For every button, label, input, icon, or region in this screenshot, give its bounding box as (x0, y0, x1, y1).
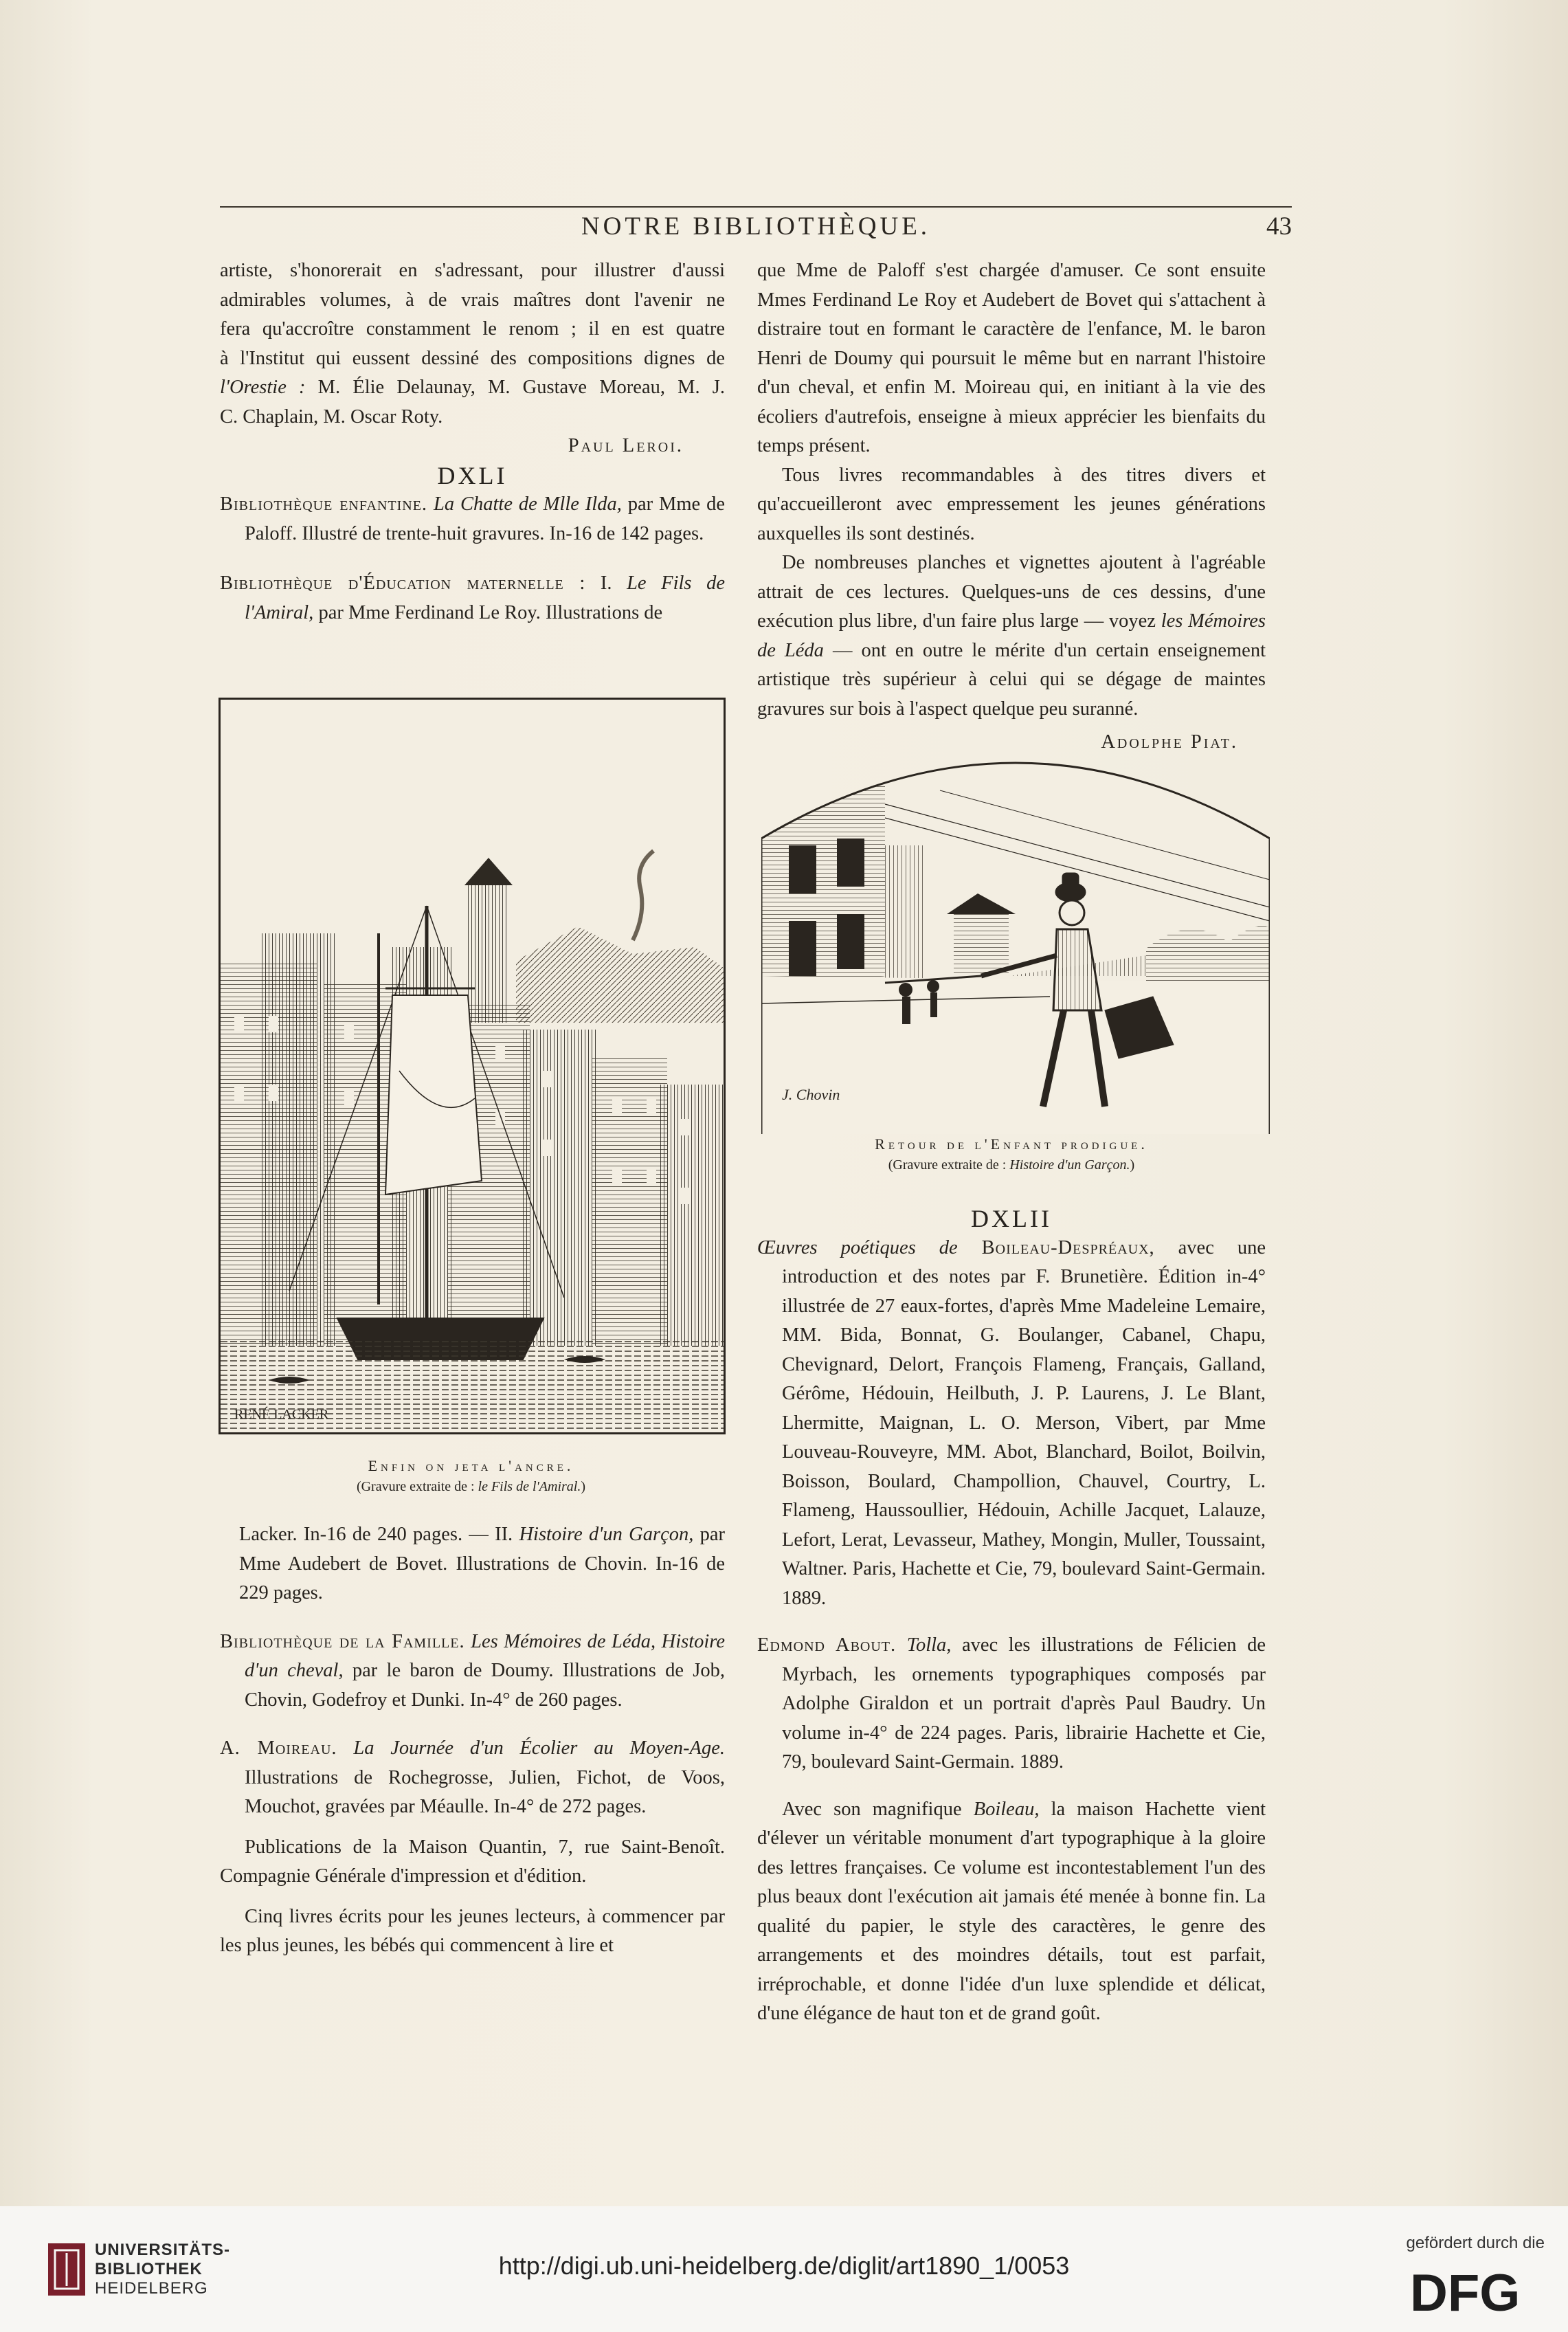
intro-line: l'Orestie : M. Élie Delaunay, M. Gustave Moreau, M. J. (220, 377, 725, 398)
digitization-footer (0, 2206, 1568, 2332)
caption-title: Retour de l'Enfant prodigue. (875, 1135, 1148, 1153)
bibliography-entry: Bibliothèque enfantine. La Chatte de Mlle Ilda, par Mme de Paloff. Illustré de trente-huit gravures. In-16 de 142 pages. (220, 493, 725, 544)
section-heading-dxli: DXLI (437, 461, 508, 489)
paragraph: que Mme de Paloff s'est chargée d'amuser. Ce sont ensuite Mmes Ferdinand Le Roy et Audebert de Bovet qui s'attachent à distraire tout en formant le caractère de l'enfance, M. le baron Henri de Doumy qui poursuit le même but en narrant l'histoire d'un cheval, et enfin M. Moireau qui, en initiant à la vie des écoliers d'autrefois, enseigne à mieux apprécier les bienfaits du temps présent. (757, 260, 1266, 456)
section-heading-dxlii: DXLII (971, 1205, 1052, 1232)
intro-line: à l'Institut qui eussent dessiné des compositions dignes de (220, 347, 725, 369)
left-column-bottom (220, 1520, 725, 1961)
closing-paragraph: Cinq livres écrits pour les jeunes lecteurs, à commencer par les plus jeunes, les bébés qui commencent à lire et (220, 1905, 725, 1956)
figure-caption-right (757, 1135, 1266, 1173)
bibliography-entry: Bibliothèque de la Famille. Les Mémoires de Léda, Histoire d'un cheval, par le baron de Doumy. Illustrations de Job, Chovin, Godefroy et Dunki. In-4° de 260 pages. (220, 1630, 725, 1711)
funding-note: gefördert durch die (1406, 2234, 1545, 2252)
svg-text:DFG: DFG (1410, 2265, 1521, 2318)
street-vignette (761, 749, 1270, 1134)
signature-leroi: Paul Leroi. (568, 435, 684, 456)
running-title: NOTRE BIBLIOTHÈQUE. (581, 212, 931, 241)
intro-line: fera qu'accroître constamment le renom ; il en est quatre (220, 318, 725, 340)
bibliography-entry: Edmond About. Tolla, avec les illustrations de Félicien de Myrbach, les ornements typographiques composés par Adolphe Giraldon et un portrait d'après Paul Baudry. Un volume in-4° de 224 pages. Paris, librairie Hachette et Cie, 79, boulevard Saint-Germain. 1889. (757, 1634, 1266, 1773)
harbor-engraving (219, 698, 726, 1434)
signature-piat: Adolphe Piat. (1101, 731, 1238, 753)
closing-paragraph: Avec son magnifique Boileau, la maison Hachette vient d'élever un véritable monument d'art typographique à la gloire des lettres françaises. Ce volume est incontestablement l'un des plus beaux dont l'exécution ait jamais été menée à bonne fin. La qualité du papier, le style des caractères, le genre des arrangements et des moindres détails, tout est parfait, irréprochable, et donne l'idée d'un luxe splendide et délicat, d'une élégance de haut ton et de grand goût. (757, 1798, 1266, 2024)
paragraph: De nombreuses planches et vignettes ajoutent à l'agréable attrait de ces lectures. Quelques-uns de ces dessins, d'une exécution plus libre, d'un faire plus large — voyez les Mémoires de Léda — ont en outre le mérite d'un certain enseignement artistique très supérieur à celui qui se dégage de maintes gravures sur bois à l'aspect quelque peu suranné. (757, 552, 1266, 720)
caption-credit: (Gravure extraite de : le Fils de l'Amiral.) (356, 1479, 586, 1494)
artist-signature: J. Chovin (782, 1086, 840, 1103)
running-head (220, 206, 1292, 247)
permalink-url[interactable]: http://digi.ub.uni-heidelberg.de/diglit/art1890_1/0053 (498, 2252, 1070, 2280)
page-number: 43 (1266, 212, 1292, 241)
orestie-title: l'Orestie : (220, 377, 306, 398)
right-column-bottom (757, 1204, 1266, 2029)
harbor-engraving-art (221, 700, 724, 1432)
right-column-top (757, 256, 1266, 757)
library-name: UNIVERSITÄTS- BIBLIOTHEK HEIDELBERG (95, 2241, 231, 2298)
header-rule (220, 206, 1292, 208)
caption-title: Enfin on jeta l'ancre. (368, 1457, 574, 1474)
dfg-logo-icon (1410, 2265, 1541, 2318)
bibliography-entry: A. Moireau. La Journée d'un Écolier au Moyen-Age. Illustrations de Rochegrosse, Julien, Fichot, de Voos, Mouchot, gravées par Méaulle. In-4° de 272 pages. (220, 1737, 725, 1817)
street-vignette-art (761, 749, 1270, 1134)
intro-line: admirables volumes, à de vrais maîtres dont l'avenir ne (220, 289, 725, 311)
bibliography-entry: Bibliothèque d'Éducation maternelle : I. Le Fils de l'Amiral, par Mme Ferdinand Le Roy. Illustrations de (220, 573, 725, 623)
intro-line: C. Chaplain, M. Oscar Roty. (220, 406, 443, 427)
bibliography-entry: Œuvres poétiques de Boileau-Despréaux, avec une introduction et des notes par F. Brunetière. Édition in-4° illustrée de 27 eaux-fortes, d'après Mme Madeleine Lemaire, MM. Bida, Bonnat, G. Boulanger, Cabanel, Chapu, Chevignard, Delort, François Flameng, Français, Galland, Gérôme, Hédouin, Heilbuth, J. P. Laurens, J. Le Blant, Lhermitte, Maignan, L. O. Merson, Vibert, par Mme Louveau-Rouveyre, MM. Abot, Blanchard, Boilot, Boilvin, Boisson, Boulard, Champollion, Chauvel, Courtry, L. Flameng, Haussoullier, Hédouin, Achille Jacquet, Lalauze, Lefort, Lerat, Levasseur, Mathey, Mongin, Muller, Toussaint, Waltner. Paris, Hachette et Cie, 79, boulevard Saint-Germain. 1889. (757, 1236, 1266, 1609)
intro-line: artiste, s'honorerait en s'adressant, pour illustrer d'aussi (220, 260, 725, 281)
left-column-top (220, 256, 725, 628)
publisher-note: Publications de la Maison Quantin, 7, rue Saint-Benoît. Compagnie Générale d'impression et d'édition. (220, 1836, 725, 1887)
paragraph: Tous livres recommandables à des titres divers et qu'accueilleront avec empressement les jeunes générations auxquelles ils sont destinés. (757, 464, 1266, 544)
figure-caption-left (219, 1457, 724, 1495)
caption-credit: (Gravure extraite de : Histoire d'un Garçon.) (888, 1157, 1135, 1173)
bibliography-entry-continued: Lacker. In-16 de 240 pages. — II. Histoire d'un Garçon, par Mme Audebert de Bovet. Illustrations de Chovin. In-16 de 229 pages. (239, 1524, 726, 1603)
engraver-signature: RENÉ LACKER (234, 1407, 329, 1422)
